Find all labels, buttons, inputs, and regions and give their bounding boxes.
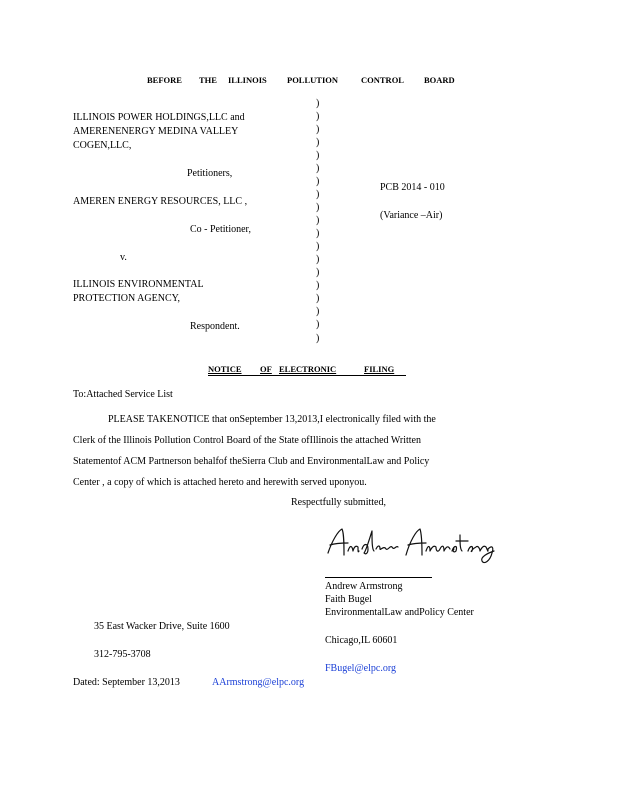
copetitioner-label: Co - Petitioner, [190, 224, 251, 235]
case-number: PCB 2014 - 010 [380, 182, 445, 193]
paren: ) [316, 176, 320, 187]
paren: ) [316, 124, 320, 135]
phone-number: 312-795-3708 [94, 649, 151, 660]
petitioners-line: AMERENENERGY MEDINA VALLEY [73, 126, 239, 137]
title-underline [208, 375, 406, 376]
signer-org: EnvironmentalLaw andPolicy Center [325, 607, 474, 618]
paren: ) [316, 150, 320, 161]
header-word: BEFORE [147, 75, 182, 85]
paren: ) [316, 111, 320, 122]
header-word: POLLUTION [287, 75, 339, 85]
paren: ) [316, 254, 320, 265]
petitioners-line: ILLINOIS POWER HOLDINGS,LLC and [73, 112, 245, 123]
paren: ) [316, 333, 320, 344]
paren: ) [316, 98, 320, 109]
body-line: Center , a copy of which is attached hereto and herewith served uponyou. [73, 477, 367, 488]
case-type: (Variance –Air) [380, 210, 443, 221]
signer-name-2: Faith Bugel [325, 594, 372, 605]
paren: ) [316, 293, 320, 304]
paren: ) [316, 163, 320, 174]
street-address: 35 East Wacker Drive, Suite 1600 [94, 621, 230, 632]
body-line: PLEASE TAKENOTICE that onSeptember 13,2013,I electronically filed with the [108, 414, 436, 425]
header-word: BOARD [424, 75, 455, 85]
paren: ) [316, 267, 320, 278]
paren: ) [316, 228, 320, 239]
signature-line [325, 577, 432, 578]
notice-title-word: ELECTRONIC [279, 364, 337, 374]
signer-city: Chicago,IL 60601 [325, 635, 398, 646]
versus: v. [120, 252, 127, 263]
notice-title-word: NOTICE [208, 364, 242, 374]
paren: ) [316, 215, 320, 226]
respondent-line: PROTECTION AGENCY, [73, 293, 181, 304]
header-word: ILLINOIS [228, 75, 267, 85]
to-line: To:Attached Service List [73, 389, 173, 400]
dated-line: Dated: September 13,2013 [73, 677, 180, 688]
body-line: Statementof ACM Partnerson behalfof theSierra Club and EnvironmentalLaw and Policy [73, 456, 430, 467]
signer-name: Andrew Armstrong [325, 581, 403, 592]
paren: ) [316, 137, 320, 148]
closing: Respectfully submitted, [291, 497, 386, 508]
petitioners-label: Petitioners, [187, 168, 233, 179]
paren: ) [316, 306, 320, 317]
handwritten-signature [322, 523, 500, 568]
paren: ) [316, 319, 320, 330]
paren: ) [316, 189, 320, 200]
respondent-line: ILLINOIS ENVIRONMENTAL [73, 279, 204, 290]
body-line: Clerk of the Illinois Pollution Control Board of the State ofIllinois the attached Written [73, 435, 421, 446]
respondent-label: Respondent. [190, 321, 240, 332]
paren: ) [316, 202, 320, 213]
petitioners-line: COGEN,LLC, [73, 140, 132, 151]
copetitioner-line: AMEREN ENERGY RESOURCES, LLC , [73, 196, 248, 207]
header-word: CONTROL [361, 75, 404, 85]
header-word: THE [199, 75, 217, 85]
email-link-fbugel[interactable]: FBugel@elpc.org [325, 663, 396, 674]
notice-title-word: FILING [364, 364, 395, 374]
email-link-aarmstrong[interactable]: AArmstrong@elpc.org [212, 677, 305, 688]
paren: ) [316, 241, 320, 252]
notice-title-word: OF [260, 364, 272, 374]
paren: ) [316, 280, 320, 291]
